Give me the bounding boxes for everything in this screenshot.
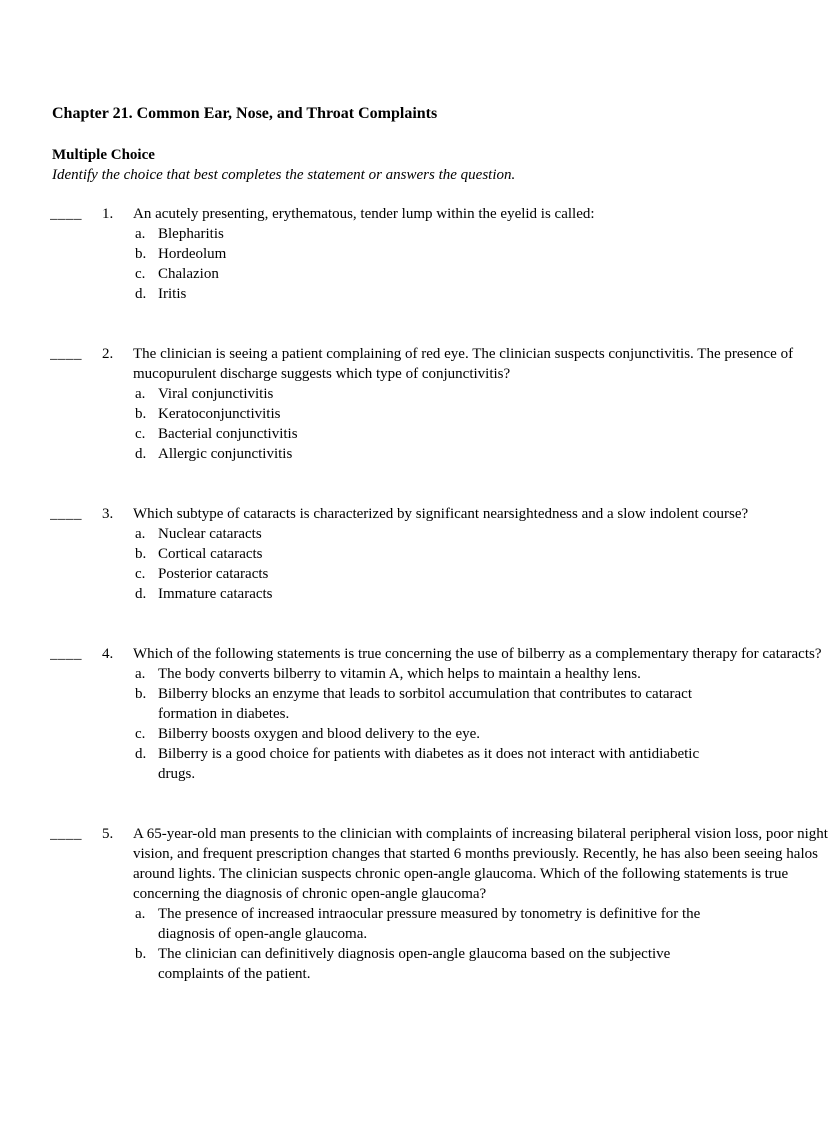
section-title: Multiple Choice [52,147,155,163]
option-row [135,584,828,604]
questions-section [50,204,828,984]
option-letter: a. [135,526,146,542]
option-text: Keratoconjunctivitis [158,406,281,422]
option-letter: b. [135,686,147,702]
options-list [135,384,828,464]
answer-blank: ____ [50,346,82,362]
question-number: 4. [102,646,114,662]
chapter-title: Chapter 21. Common Ear, Nose, and Throat Complaints [52,105,438,122]
question-item [50,644,828,784]
question-text: An acutely presenting, erythematous, tender lump within the eyelid is called: [133,206,595,222]
question-body [133,204,828,304]
option-letter: a. [135,666,146,682]
option-row [135,224,828,244]
option-text: The body converts bilberry to vitamin A, which helps to maintain a healthy lens. [158,666,641,682]
option-text: Hordeolum [158,246,227,262]
option-row [135,944,828,984]
option-letter: c. [135,726,146,742]
option-letter: b. [135,246,147,262]
question-item [50,824,828,984]
option-text: Blepharitis [158,226,224,242]
option-letter: d. [135,586,147,602]
option-row [135,244,828,264]
option-row [135,724,828,744]
option-letter: c. [135,266,146,282]
option-row [135,664,828,684]
question-text: Which subtype of cataracts is characterized by significant nearsightedness and a slow indolent course? [133,506,749,522]
option-row [135,544,828,564]
option-letter: c. [135,566,146,582]
answer-blank: ____ [50,206,82,222]
option-row [135,744,828,784]
option-letter: d. [135,446,147,462]
option-row [135,264,828,284]
question-body [133,344,828,464]
question-text: Which of the following statements is true concerning the use of bilberry as a complementary therapy for cataracts? [133,646,822,662]
question-item [50,204,828,304]
option-text: Posterior cataracts [158,566,269,582]
question-body [133,504,828,604]
option-row [135,384,828,404]
option-text: Iritis [158,286,187,302]
option-row [135,404,828,424]
option-text: Cortical cataracts [158,546,263,562]
question-text: A 65-year-old man presents to the clinician with complaints of increasing bilateral peripheral vision loss, poor night vision, and frequent prescription changes that started 6 months previously. Recently, he has also been seeing halos around lights. The clinician suspects chronic open-angle glaucoma. Which of the following statements is true concerning the diagnosis of chronic open-angle glaucoma? [133,826,828,902]
option-row [135,564,828,584]
question-number: 1. [102,206,114,222]
question-number: 2. [102,346,114,362]
option-text: The clinician can definitively diagnosis open-angle glaucoma based on the subjective complaints of the patient. [158,946,671,982]
option-text: Bilberry is a good choice for patients with diabetes as it does not interact with antidiabetic drugs. [158,746,700,782]
document-header [52,104,828,185]
option-letter: b. [135,946,147,962]
question-number: 5. [102,826,114,842]
options-list [135,904,828,984]
option-row [135,684,828,724]
option-letter: a. [135,386,146,402]
option-text: Allergic conjunctivitis [158,446,293,462]
option-row [135,284,828,304]
question-text: The clinician is seeing a patient complaining of red eye. The clinician suspects conjunctivitis. The presence of mucopurulent discharge suggests which type of conjunctivitis? [133,346,794,382]
option-text: Bilberry blocks an enzyme that leads to sorbitol accumulation that contributes to cataract formation in diabetes. [158,686,692,722]
answer-blank: ____ [50,506,82,522]
answer-blank: ____ [50,826,82,842]
option-text: Viral conjunctivitis [158,386,274,402]
options-list [135,224,828,304]
option-letter: c. [135,426,146,442]
question-item [50,344,828,464]
answer-blank: ____ [50,646,82,662]
option-row [135,904,828,944]
question-body [133,644,828,784]
option-row [135,524,828,544]
option-row [135,424,828,444]
options-list [135,524,828,604]
options-list [135,664,828,784]
option-letter: b. [135,546,147,562]
option-letter: d. [135,746,147,762]
option-text: Nuclear cataracts [158,526,262,542]
option-text: Bilberry boosts oxygen and blood delivery to the eye. [158,726,481,742]
question-body [133,824,828,984]
option-letter: a. [135,906,146,922]
option-letter: a. [135,226,146,242]
option-letter: d. [135,286,147,302]
question-number: 3. [102,506,114,522]
option-row [135,444,828,464]
question-item [50,504,828,604]
option-text: Chalazion [158,266,219,282]
option-text: The presence of increased intraocular pressure measured by tonometry is definitive for the diagnosis of open-angle glaucoma. [158,906,701,942]
instruction-text: Identify the choice that best completes the statement or answers the question. [52,167,516,183]
option-letter: b. [135,406,147,422]
option-text: Bacterial conjunctivitis [158,426,298,442]
option-text: Immature cataracts [158,586,273,602]
